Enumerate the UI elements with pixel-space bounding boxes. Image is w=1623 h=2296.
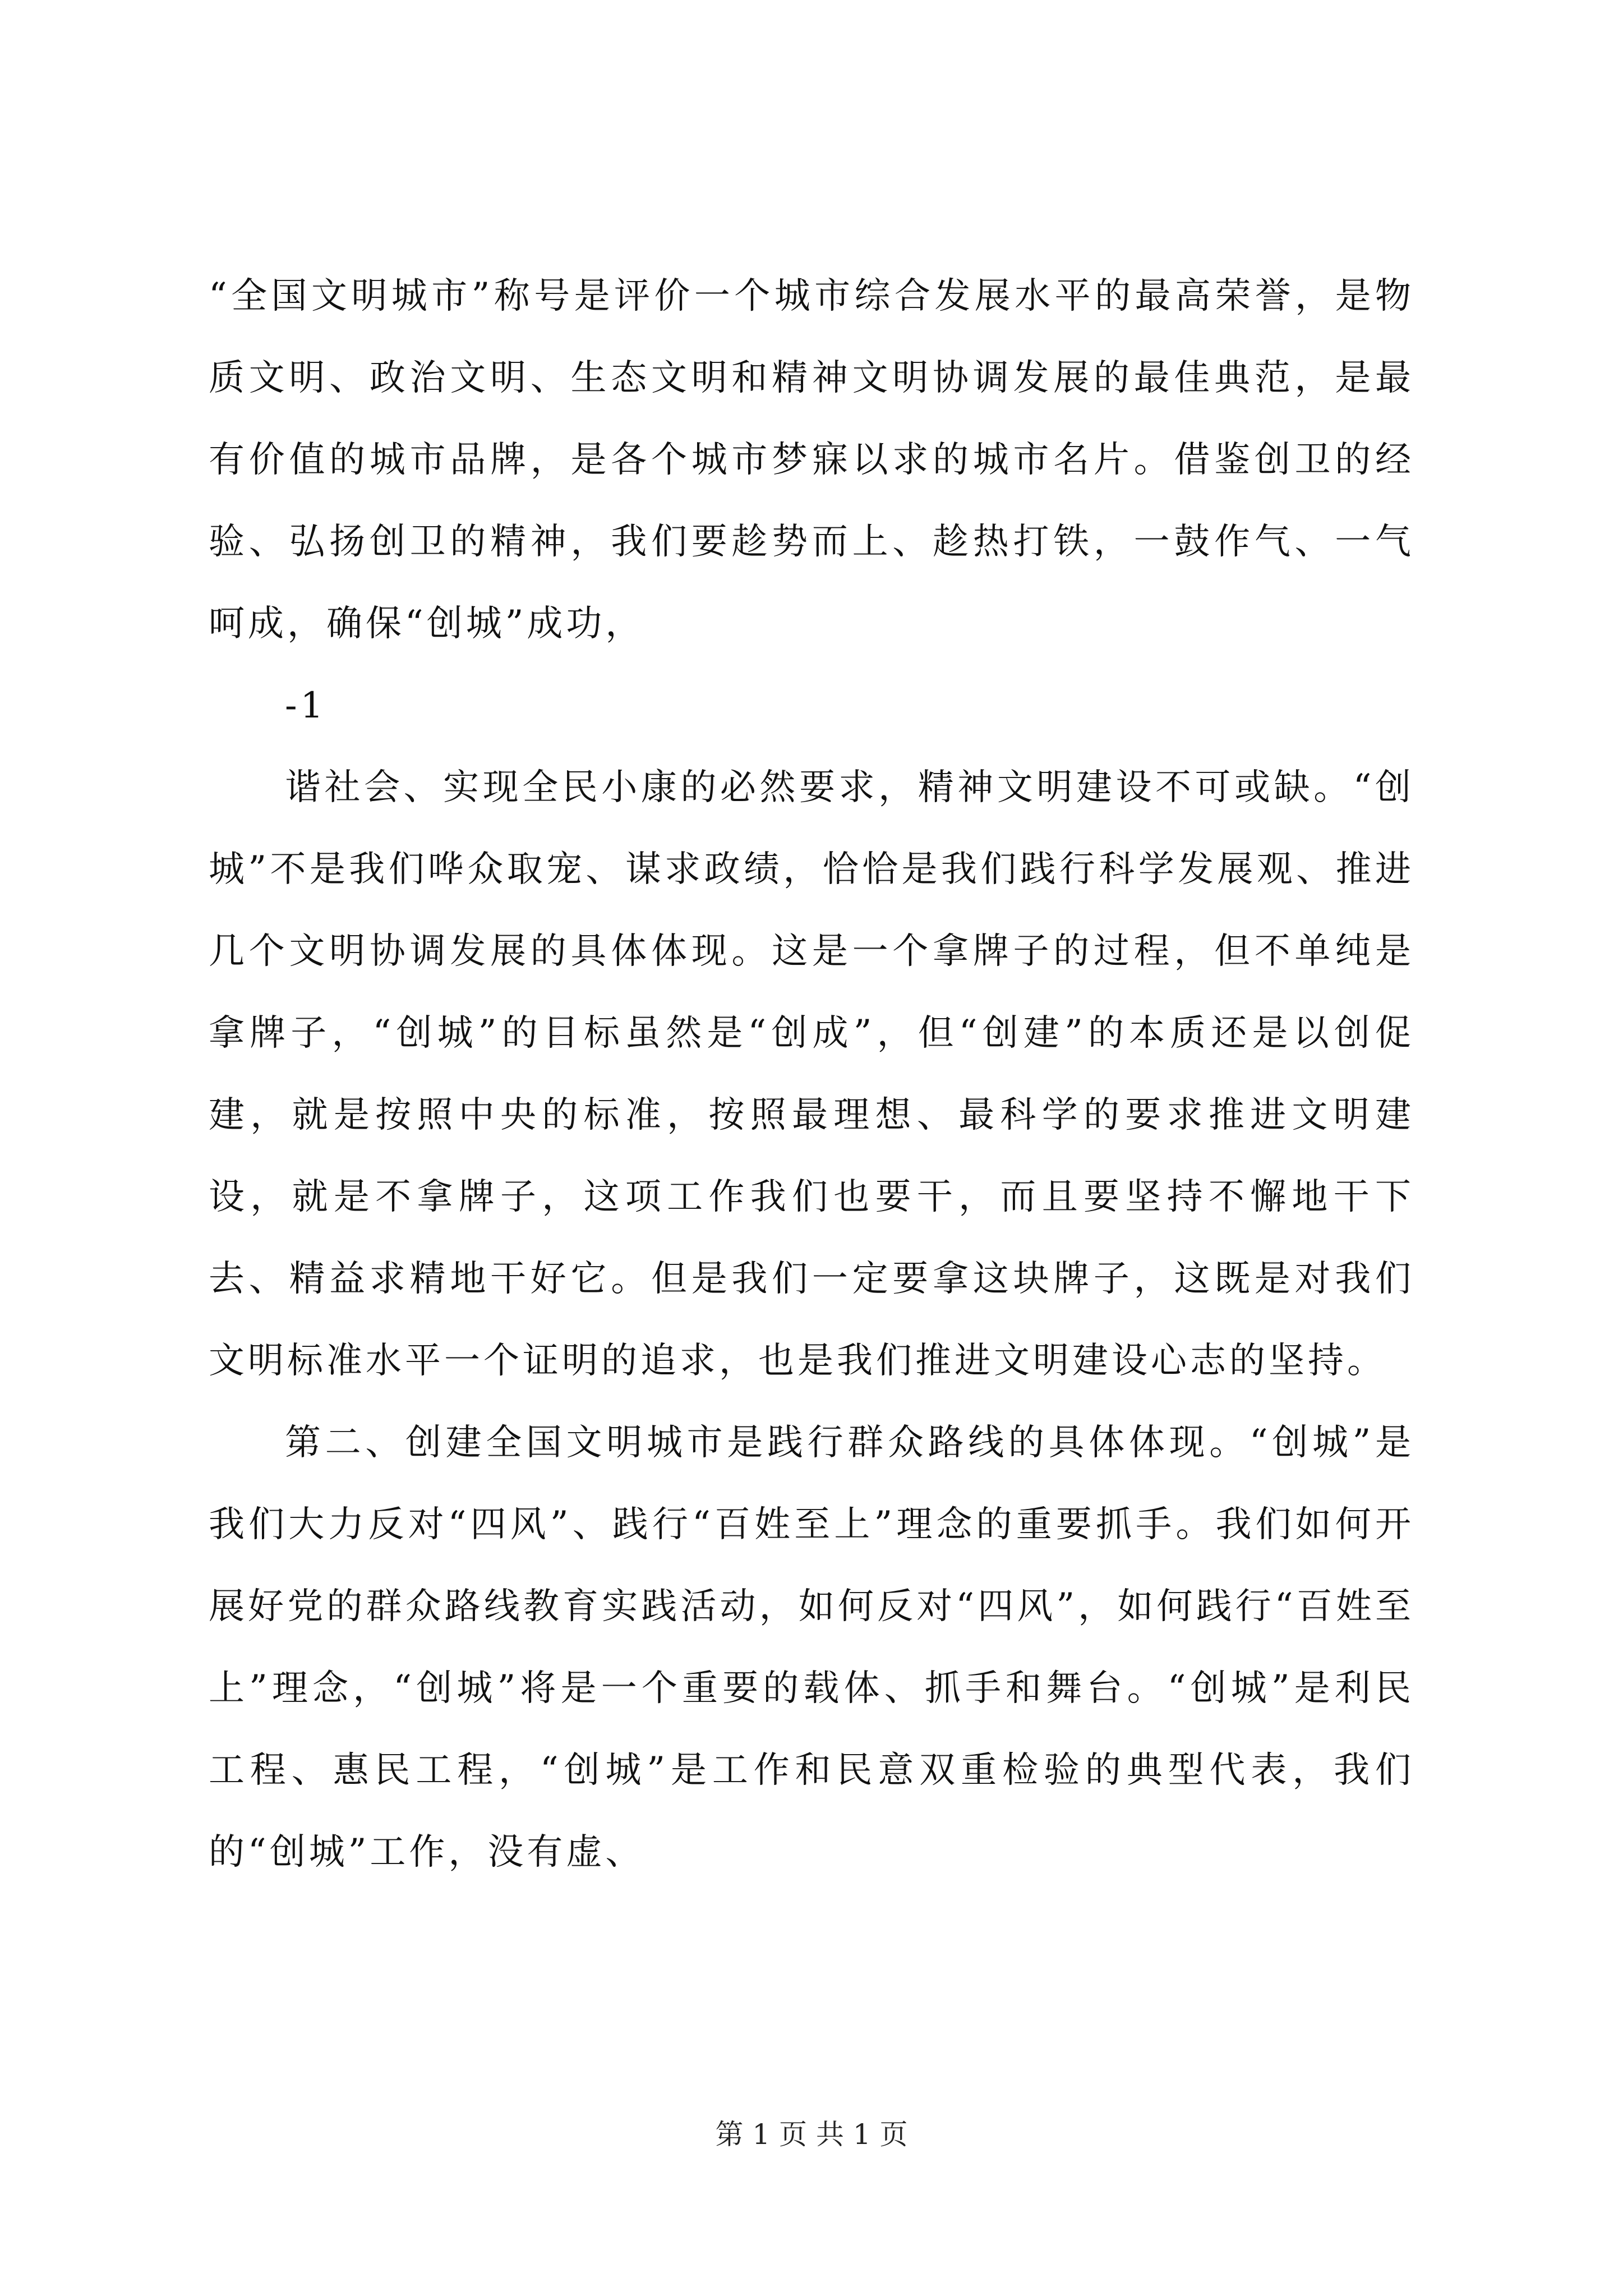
page-number-marker: -1: [285, 685, 327, 726]
paragraph-intro: “全国文明城市”称号是评价一个城市综合发展水平的最高荣誉，是物质文明、政治文明、生态文明和精神文明协调发展的最佳典范，是最有价值的城市品牌，是各个城市梦寐以求的城市名片。借鉴创卫的经验、弘扬创卫的精神，我们要趁势而上、趁热打铁，一鼓作气、一气呵成，确保“创城”成功，: [209, 275, 1414, 645]
paragraph-mass-line: 第二、创建全国文明城市是践行群众路线的具体体现。“创城”是我们大力反对“四风”、践行“百姓至上”理念的重要抓手。我们如何开展好党的群众路线教育实践活动，如何反对“四风”，如何践行“百姓至上”理念，“创城”将是一个重要的载体、抓手和舞台。“创城”是利民工程、惠民工程，“创城”是工作和民意双重检验的典型代表，我们的“创城”工作，没有虚、: [209, 1422, 1414, 1873]
page-footer: 第 1 页 共 1 页: [715, 2118, 908, 2151]
document-body: [209, 255, 1414, 1893]
paragraph-harmonious-society: 谐社会、实现全民小康的必然要求，精神文明建设不可或缺。“创城”不是我们哗众取宠、谋求政绩，恰恰是我们践行科学发展观、推进几个文明协调发展的具体体现。这是一个拿牌子的过程，但不单纯是拿牌子，“创城”的目标虽然是“创成”，但“创建”的本质还是以创促建，就是按照中央的标准，按照最理想、最科学的要求推进文明建设，就是不拿牌子，这项工作我们也要干，而且要坚持不懈地干下去、精益求精地干好它。但是我们一定要拿这块牌子，这既是对我们文明标准水平一个证明的追求，也是我们推进文明建设心志的坚持。: [209, 767, 1414, 1382]
